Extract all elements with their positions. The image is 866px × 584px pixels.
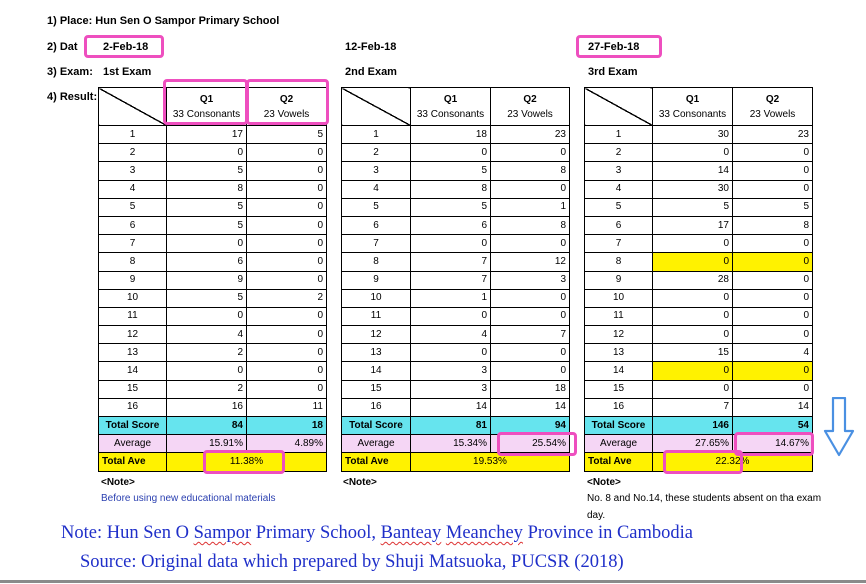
average-label: Average (99, 435, 167, 453)
q1-score: 4 (411, 326, 491, 344)
q2-score: 0 (733, 144, 813, 162)
exam3-note-text: No. 8 and No.14, these students absent on tha exam day. (587, 493, 822, 521)
table-row (99, 326, 327, 344)
student-number: 1 (342, 126, 411, 144)
exam1-note-title: <Note> (101, 477, 135, 488)
average-row (585, 435, 813, 453)
student-number: 5 (342, 198, 411, 216)
q2-score: 5 (247, 126, 327, 144)
total-ave-value: 22.32% (653, 453, 813, 471)
total-ave-row (99, 453, 327, 471)
bottom-divider (0, 580, 866, 583)
table-row (99, 253, 327, 271)
table-row (99, 126, 327, 144)
table-row (99, 362, 327, 380)
q1-score: 0 (653, 235, 733, 253)
student-number: 5 (99, 198, 167, 216)
student-number: 11 (99, 307, 167, 325)
table-row (99, 271, 327, 289)
student-number: 14 (99, 362, 167, 380)
q1-score: 15 (653, 344, 733, 362)
q1-score: 16 (167, 398, 247, 416)
q2-score: 0 (733, 326, 813, 344)
exam1-name: 1st Exam (103, 66, 152, 78)
q1-score: 2 (167, 380, 247, 398)
q2-score: 0 (491, 235, 570, 253)
q1-score: 5 (167, 198, 247, 216)
q2-score: 0 (733, 180, 813, 198)
table-row (585, 398, 813, 416)
q2-total: 94 (491, 417, 570, 435)
exam3-date: 27-Feb-18 (588, 41, 640, 53)
total-ave-label: Total Ave (342, 453, 411, 471)
exam2-note-title: <Note> (343, 477, 377, 488)
student-number: 8 (342, 253, 411, 271)
q1-score: 1 (411, 289, 491, 307)
q1-score: 30 (653, 180, 733, 198)
table-row (585, 253, 813, 271)
q1-score: 0 (653, 253, 733, 271)
q1-header (411, 88, 491, 126)
table-row (585, 289, 813, 307)
q1-subtitle: 33 Consonants (172, 108, 241, 120)
student-number: 5 (585, 198, 653, 216)
q1-score: 2 (167, 344, 247, 362)
exam-label: 3) Exam: (47, 66, 93, 78)
q2-score: 12 (491, 253, 570, 271)
q2-score: 14 (733, 398, 813, 416)
student-number: 10 (99, 289, 167, 307)
student-number: 1 (99, 126, 167, 144)
caption-underlined-word: Sampor (193, 523, 252, 543)
table-row (342, 289, 570, 307)
q2-total: 18 (247, 417, 327, 435)
student-number: 4 (585, 180, 653, 198)
exam2-name: 2nd Exam (345, 66, 397, 78)
table-header-row (585, 88, 813, 126)
table-row (99, 216, 327, 234)
q2-score: 0 (247, 271, 327, 289)
total-score-row (99, 417, 327, 435)
student-number: 9 (99, 271, 167, 289)
q1-score: 5 (167, 289, 247, 307)
q1-score: 18 (411, 126, 491, 144)
q1-score: 0 (167, 362, 247, 380)
q2-score: 0 (491, 144, 570, 162)
q1-score: 17 (167, 126, 247, 144)
q1-score: 5 (167, 216, 247, 234)
total-score-label: Total Score (585, 417, 653, 435)
caption-underlined-word: Banteay (380, 523, 442, 543)
caption-part: Note: Hun Sen O (61, 523, 194, 543)
q1-score: 17 (653, 216, 733, 234)
q2-score: 0 (247, 362, 327, 380)
table-row (585, 344, 813, 362)
student-number: 3 (585, 162, 653, 180)
student-number: 16 (585, 398, 653, 416)
table-row (585, 216, 813, 234)
q2-header (733, 88, 813, 126)
caption-part: Primary School, (251, 523, 381, 543)
student-number: 15 (342, 380, 411, 398)
down-arrow-icon (823, 397, 855, 457)
q1-score: 0 (411, 235, 491, 253)
q2-title: Q2 (765, 93, 780, 105)
q1-total: 146 (653, 417, 733, 435)
q2-score: 0 (491, 289, 570, 307)
table-row (342, 271, 570, 289)
table-row (585, 307, 813, 325)
student-number: 7 (342, 235, 411, 253)
student-number: 13 (342, 344, 411, 362)
caption-underlined-word: Meanchey (445, 523, 523, 543)
q2-score: 11 (247, 398, 327, 416)
table-row (342, 253, 570, 271)
q1-score: 6 (411, 216, 491, 234)
q1-score: 6 (167, 253, 247, 271)
student-number: 9 (342, 271, 411, 289)
table-row (342, 380, 570, 398)
q2-score: 23 (491, 126, 570, 144)
q2-header (491, 88, 570, 126)
header-diagonal-cell (99, 88, 167, 126)
table-row (342, 162, 570, 180)
result-label: 4) Result: (47, 91, 98, 103)
table-row (585, 126, 813, 144)
q2-score: 0 (247, 198, 327, 216)
table-row (342, 307, 570, 325)
q2-score: 0 (491, 180, 570, 198)
table-row (342, 362, 570, 380)
q2-title: Q2 (523, 93, 537, 105)
q2-subtitle: 23 Vowels (749, 108, 796, 120)
q2-score: 0 (733, 362, 813, 380)
student-number: 8 (585, 253, 653, 271)
q1-score: 9 (167, 271, 247, 289)
q1-score: 5 (411, 198, 491, 216)
q1-score: 3 (411, 362, 491, 380)
caption-line-1 (61, 523, 693, 544)
student-number: 3 (99, 162, 167, 180)
student-number: 6 (585, 216, 653, 234)
header-diagonal-cell (585, 88, 653, 126)
q1-average: 15.34% (411, 435, 491, 453)
place-label: 1) Place: Hun Sen O Sampor Primary School (47, 15, 280, 27)
q1-score: 0 (411, 307, 491, 325)
q1-score: 5 (167, 162, 247, 180)
q1-average: 15.91% (167, 435, 247, 453)
total-score-row (585, 417, 813, 435)
q1-score: 8 (167, 180, 247, 198)
q1-subtitle: 33 Consonants (416, 108, 485, 120)
table-row (99, 307, 327, 325)
q1-score: 5 (411, 162, 491, 180)
total-ave-value: 11.38% (167, 453, 327, 471)
q2-average: 14.67% (733, 435, 813, 453)
table-row (585, 380, 813, 398)
student-number: 16 (342, 398, 411, 416)
total-ave-row (342, 453, 570, 471)
q1-total: 81 (411, 417, 491, 435)
q2-score: 0 (247, 162, 327, 180)
student-number: 10 (342, 289, 411, 307)
exam1-result-table (98, 87, 327, 472)
total-ave-label: Total Ave (585, 453, 653, 471)
q2-title: Q2 (279, 93, 294, 105)
student-number: 12 (342, 326, 411, 344)
student-number: 8 (99, 253, 167, 271)
q2-score: 0 (247, 144, 327, 162)
average-row (99, 435, 327, 453)
table-row (99, 380, 327, 398)
q1-score: 14 (653, 162, 733, 180)
student-number: 2 (585, 144, 653, 162)
student-number: 11 (585, 307, 653, 325)
q1-score: 0 (411, 344, 491, 362)
student-number: 15 (585, 380, 653, 398)
q2-average: 25.54% (491, 435, 570, 453)
student-number: 12 (585, 326, 653, 344)
table-row (342, 326, 570, 344)
q2-subtitle: 23 Vowels (263, 108, 310, 120)
q1-score: 0 (167, 235, 247, 253)
exam1-date: 2-Feb-18 (103, 41, 149, 53)
table-row (585, 362, 813, 380)
q1-score: 5 (653, 198, 733, 216)
student-number: 7 (585, 235, 653, 253)
q1-average: 27.65% (653, 435, 733, 453)
table-row (585, 271, 813, 289)
q1-subtitle: 33 Consonants (658, 108, 727, 120)
table-header-row (99, 88, 327, 126)
q1-total: 84 (167, 417, 247, 435)
student-number: 11 (342, 307, 411, 325)
q2-score: 0 (247, 326, 327, 344)
table-row (342, 216, 570, 234)
q2-score: 7 (491, 326, 570, 344)
table-row (99, 198, 327, 216)
q2-score: 5 (733, 198, 813, 216)
caption-line-2: Source: Original data which prepared by Shuji Matsuoka, PUCSR (2018) (80, 552, 624, 572)
student-number: 16 (99, 398, 167, 416)
q1-title: Q1 (443, 93, 458, 105)
table-row (99, 398, 327, 416)
table-row (342, 198, 570, 216)
student-number: 14 (342, 362, 411, 380)
exam3-result-table (584, 87, 813, 472)
total-ave-value: 19.53% (411, 453, 570, 471)
exam2-result-table (341, 87, 570, 472)
q2-score: 0 (247, 253, 327, 271)
q2-score: 3 (491, 271, 570, 289)
q2-score: 0 (733, 253, 813, 271)
q2-score: 0 (733, 289, 813, 307)
q2-score: 0 (247, 235, 327, 253)
q2-score: 0 (733, 235, 813, 253)
q2-score: 18 (491, 380, 570, 398)
student-number: 4 (342, 180, 411, 198)
average-row (342, 435, 570, 453)
q2-score: 2 (247, 289, 327, 307)
q2-score: 0 (247, 216, 327, 234)
q1-header (653, 88, 733, 126)
exam2-date: 12-Feb-18 (345, 41, 397, 53)
student-number: 10 (585, 289, 653, 307)
table-row (342, 235, 570, 253)
q2-score: 8 (491, 162, 570, 180)
q1-score: 8 (411, 180, 491, 198)
q1-score: 4 (167, 326, 247, 344)
total-score-row (342, 417, 570, 435)
date-label: 2) Dat (47, 41, 78, 53)
q1-score: 0 (653, 362, 733, 380)
average-label: Average (342, 435, 411, 453)
q1-score: 14 (411, 398, 491, 416)
q2-average: 4.89% (247, 435, 327, 453)
q1-score: 0 (411, 144, 491, 162)
q2-score: 0 (491, 362, 570, 380)
student-number: 2 (342, 144, 411, 162)
q2-score: 0 (247, 380, 327, 398)
student-number: 13 (585, 344, 653, 362)
table-row (585, 235, 813, 253)
average-label: Average (585, 435, 653, 453)
q2-score: 0 (247, 180, 327, 198)
table-row (342, 344, 570, 362)
total-ave-row (585, 453, 813, 471)
caption-part: Province in Cambodia (522, 523, 694, 543)
q1-header (167, 88, 247, 126)
q2-score: 23 (733, 126, 813, 144)
student-number: 13 (99, 344, 167, 362)
student-number: 15 (99, 380, 167, 398)
student-number: 9 (585, 271, 653, 289)
total-ave-label: Total Ave (99, 453, 167, 471)
q1-score: 7 (653, 398, 733, 416)
q2-score: 0 (491, 344, 570, 362)
table-row (342, 126, 570, 144)
q2-score: 0 (733, 271, 813, 289)
q2-score: 0 (247, 307, 327, 325)
q1-score: 7 (411, 253, 491, 271)
student-number: 7 (99, 235, 167, 253)
q2-total: 54 (733, 417, 813, 435)
exam3-name: 3rd Exam (588, 66, 638, 78)
q2-score: 0 (491, 307, 570, 325)
table-row (342, 180, 570, 198)
q1-score: 7 (411, 271, 491, 289)
table-row (342, 398, 570, 416)
header-diagonal-cell (342, 88, 411, 126)
q2-score: 8 (491, 216, 570, 234)
q1-score: 0 (653, 326, 733, 344)
table-row (342, 144, 570, 162)
table-row (99, 289, 327, 307)
table-row (99, 235, 327, 253)
q2-score: 14 (491, 398, 570, 416)
q2-score: 0 (733, 162, 813, 180)
q1-score: 0 (653, 144, 733, 162)
exam3-note-title: <Note> (587, 477, 621, 488)
student-number: 4 (99, 180, 167, 198)
exam1-note-text: Before using new educational materials (101, 493, 276, 504)
table-row (99, 144, 327, 162)
q1-score: 0 (653, 307, 733, 325)
q1-score: 0 (653, 380, 733, 398)
table-row (585, 198, 813, 216)
student-number: 14 (585, 362, 653, 380)
table-row (585, 326, 813, 344)
q2-subtitle: 23 Vowels (507, 108, 553, 120)
table-row (99, 180, 327, 198)
q1-title: Q1 (685, 93, 700, 105)
q2-score: 1 (491, 198, 570, 216)
q1-score: 0 (167, 144, 247, 162)
q1-score: 28 (653, 271, 733, 289)
student-number: 3 (342, 162, 411, 180)
student-number: 12 (99, 326, 167, 344)
q2-score: 0 (733, 307, 813, 325)
total-score-label: Total Score (342, 417, 411, 435)
q2-score: 0 (247, 344, 327, 362)
q2-score: 8 (733, 216, 813, 234)
table-row (99, 344, 327, 362)
student-number: 6 (99, 216, 167, 234)
q1-score: 30 (653, 126, 733, 144)
q1-score: 3 (411, 380, 491, 398)
student-number: 1 (585, 126, 653, 144)
q2-header (247, 88, 327, 126)
student-number: 2 (99, 144, 167, 162)
q2-score: 4 (733, 344, 813, 362)
table-row (99, 162, 327, 180)
table-header-row (342, 88, 570, 126)
table-row (585, 162, 813, 180)
total-score-label: Total Score (99, 417, 167, 435)
q2-score: 0 (733, 380, 813, 398)
student-number: 6 (342, 216, 411, 234)
table-row (585, 144, 813, 162)
table-row (585, 180, 813, 198)
q1-score: 0 (167, 307, 247, 325)
q1-title: Q1 (199, 93, 214, 105)
q1-score: 0 (653, 289, 733, 307)
